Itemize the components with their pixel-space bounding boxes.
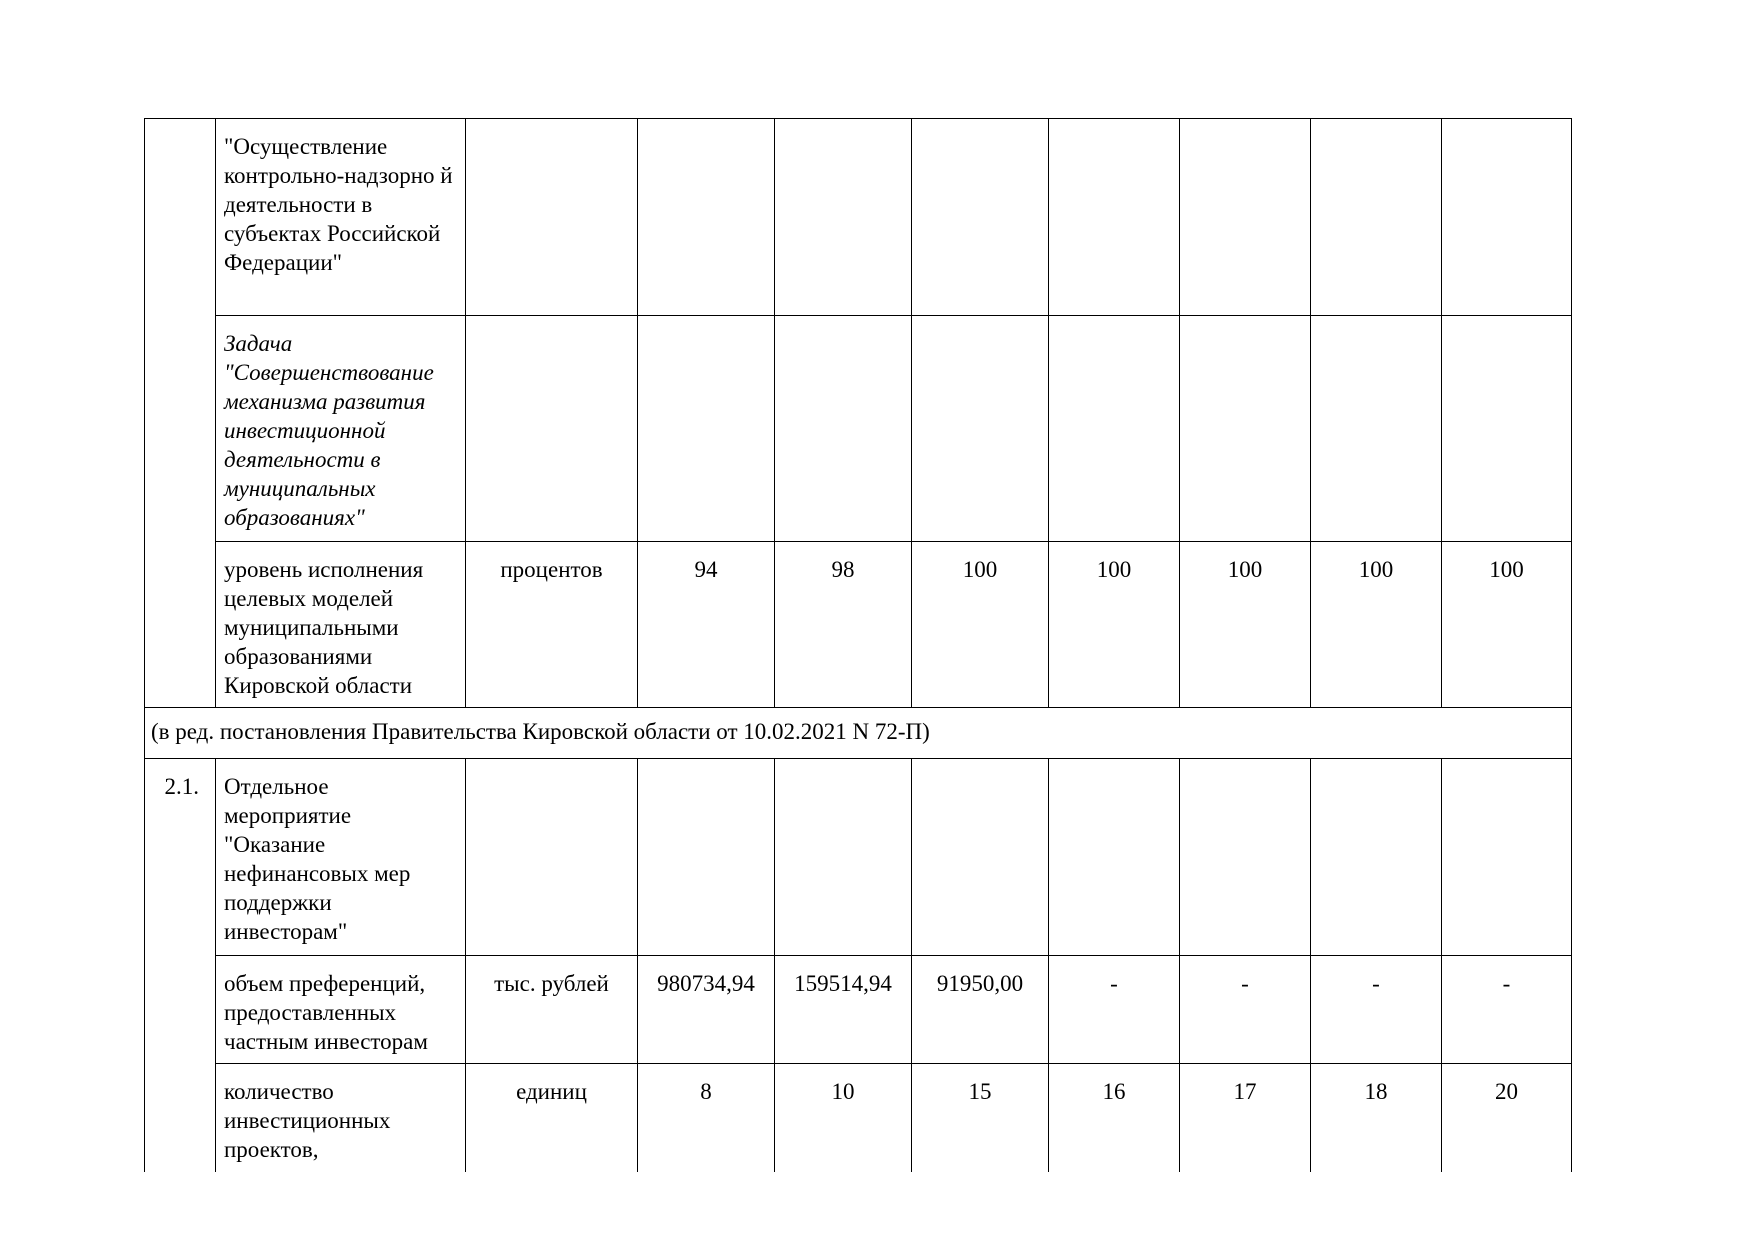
value-cell: 15: [912, 1064, 1049, 1172]
table-row: [145, 956, 1572, 1064]
value-cell: [912, 759, 1049, 956]
value-cell: 98: [775, 542, 912, 708]
value-cell: [1311, 316, 1442, 542]
table-row: [145, 1064, 1572, 1172]
index-cell: [145, 1064, 216, 1172]
value-cell: [775, 316, 912, 542]
value-cell: [1180, 316, 1311, 542]
value-cell: [775, 119, 912, 316]
table-row: [145, 759, 1572, 956]
value-cell: 100: [1311, 542, 1442, 708]
value-cell: [1442, 316, 1572, 542]
value-cell: [775, 759, 912, 956]
unit-cell: [466, 759, 638, 956]
value-cell: 10: [775, 1064, 912, 1172]
value-cell: 18: [1311, 1064, 1442, 1172]
value-cell: 17: [1180, 1064, 1311, 1172]
value-cell: 94: [638, 542, 775, 708]
index-cell: 2.1.: [145, 759, 216, 956]
value-cell: -: [1311, 956, 1442, 1064]
value-cell: [1049, 316, 1180, 542]
value-cell: 8: [638, 1064, 775, 1172]
indicator-name-cell: уровень исполнения целевых моделей муниципальными образованиями Кировской области: [216, 542, 466, 708]
note-row: [145, 708, 1572, 759]
index-cell: [145, 119, 216, 316]
unit-cell: [466, 119, 638, 316]
value-cell: [1049, 119, 1180, 316]
table-row: [145, 119, 1572, 316]
value-cell: [1311, 759, 1442, 956]
value-cell: [1180, 759, 1311, 956]
value-cell: [1442, 759, 1572, 956]
index-cell: [145, 956, 216, 1064]
value-cell: [1049, 759, 1180, 956]
value-cell: 100: [1442, 542, 1572, 708]
table-row: [145, 316, 1572, 542]
unit-cell: [466, 316, 638, 542]
measure-name-cell: Отдельное мероприятие "Оказание нефинансовых мер поддержки инвесторам": [216, 759, 466, 956]
value-cell: 100: [912, 542, 1049, 708]
index-cell: [145, 316, 216, 542]
unit-cell: тыс. рублей: [466, 956, 638, 1064]
indicator-name-cell: "Осуществление контрольно-надзорно й деятельности в субъектах Российской Федерации": [216, 119, 466, 316]
value-cell: [1442, 119, 1572, 316]
amendment-note: (в ред. постановления Правительства Кировской области от 10.02.2021 N 72-П): [145, 708, 1572, 759]
indicators-table: [144, 118, 1572, 1172]
value-cell: -: [1442, 956, 1572, 1064]
value-cell: 100: [1049, 542, 1180, 708]
value-cell: [638, 759, 775, 956]
value-cell: [1311, 119, 1442, 316]
value-cell: 100: [1180, 542, 1311, 708]
value-cell: [638, 119, 775, 316]
unit-cell: единиц: [466, 1064, 638, 1172]
indicator-name-cell: объем преференций, предоставленных частным инвесторам: [216, 956, 466, 1064]
value-cell: [912, 316, 1049, 542]
value-cell: -: [1049, 956, 1180, 1064]
value-cell: -: [1180, 956, 1311, 1064]
value-cell: 20: [1442, 1064, 1572, 1172]
task-name-cell: Задача "Совершенствование механизма развития инвестиционной деятельности в муниципальных образованиях": [216, 316, 466, 542]
value-cell: 16: [1049, 1064, 1180, 1172]
indicator-name-cell: количество инвестиционных проектов,: [216, 1064, 466, 1172]
value-cell: [1180, 119, 1311, 316]
value-cell: [912, 119, 1049, 316]
table-row: [145, 542, 1572, 708]
value-cell: 159514,94: [775, 956, 912, 1064]
index-cell: [145, 542, 216, 708]
value-cell: [638, 316, 775, 542]
value-cell: 91950,00: [912, 956, 1049, 1064]
unit-cell: процентов: [466, 542, 638, 708]
value-cell: 980734,94: [638, 956, 775, 1064]
